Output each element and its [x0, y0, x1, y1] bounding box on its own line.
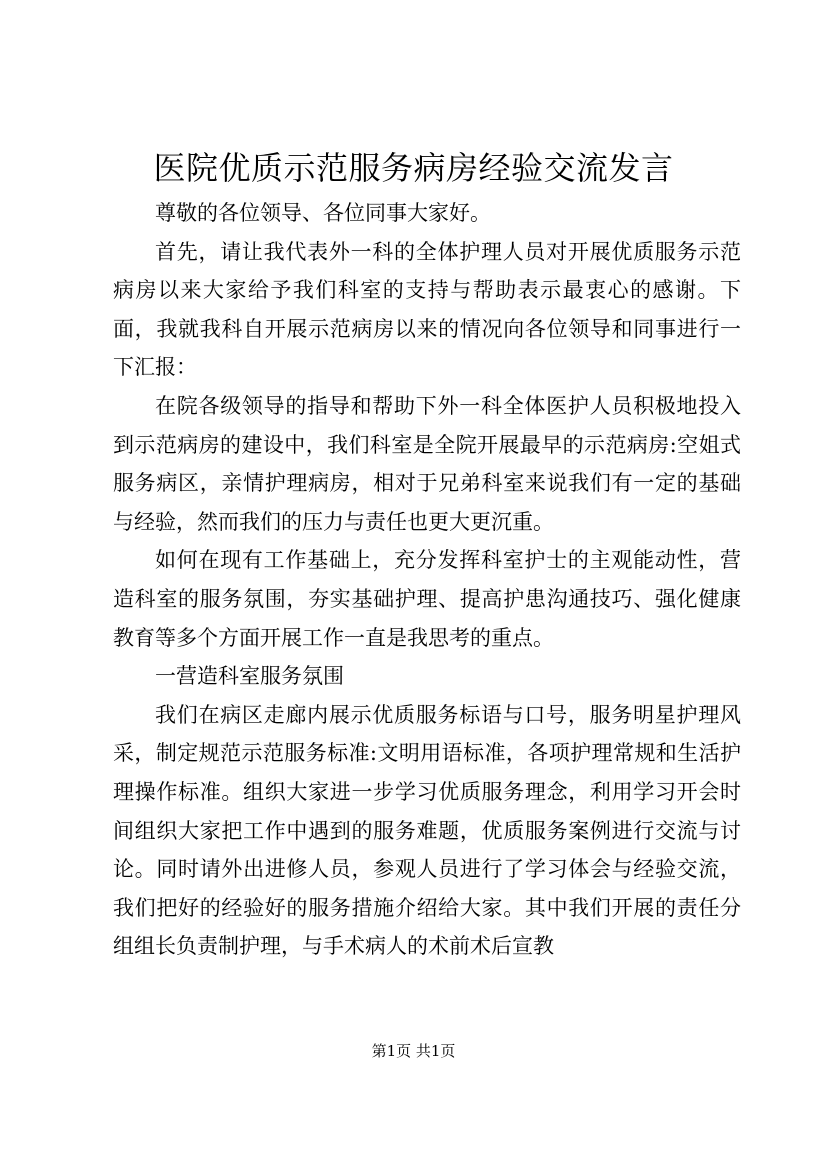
document-body: [113, 194, 741, 966]
paragraph-greeting: 尊敬的各位领导、各位同事大家好。: [155, 201, 491, 225]
document-title: 医院优质示范服务病房经验交流发言: [153, 149, 674, 187]
section-heading: 一营造科室服务氛围: [155, 664, 344, 689]
paragraph: 如何在现有工作基础上，充分发挥科室护士的主观能动性，营造科室的服务氛围，夯实基础护理、提高护患沟通技巧、强化健康教育等多个方面开展工作一直是我思考的重点。: [113, 548, 741, 650]
page-footer: 第1页 共1页: [371, 1042, 456, 1060]
paragraph: 首先，请让我代表外一科的全体护理人员对开展优质服务示范病房以来大家给予我们科室的支持与帮助表示最衷心的感谢。下面，我就我科自开展示范病房以来的情况向各位领导和同事进行一下汇报：: [113, 239, 741, 380]
paragraph: 我们在病区走廊内展示优质服务标语与口号，服务明星护理风采，制定规范示范服务标准:文明用语标准，各项护理常规和生活护理操作标准。组织大家进一步学习优质服务理念，利用学习开会时间组织大家把工作中遇到的服务难题，优质服务案例进行交流与讨论。同时请外出进修人员，参观人员进行了学习体会与经验交流，我们把好的经验好的服务措施介绍给大家。其中我们开展的责任分组组长负责制护理，与手术病人的术前术后宣教: [113, 702, 741, 959]
paragraph: 在院各级领导的指导和帮助下外一科全体医护人员积极地投入到示范病房的建设中，我们科室是全院开展最早的示范病房:空姐式服务病区，亲情护理病房，相对于兄弟科室来说我们有一定的基础与经验，然而我们的压力与责任也更大更沉重。: [113, 393, 741, 534]
